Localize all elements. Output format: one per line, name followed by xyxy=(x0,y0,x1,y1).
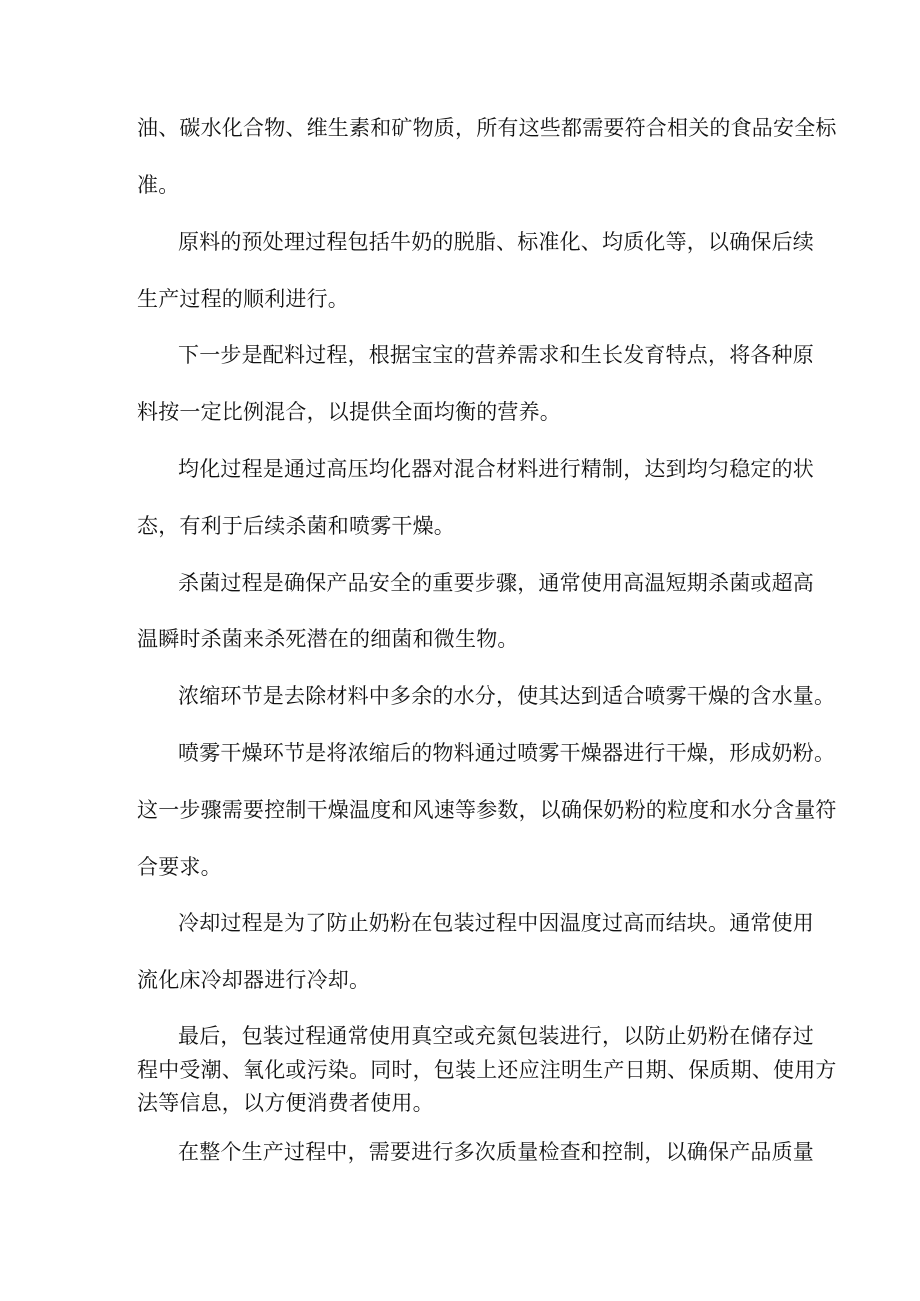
text-line: 油、碳水化合物、维生素和矿物质，所有这些都需要符合相关的食品安全标 xyxy=(137,116,837,140)
text-line: 流化床冷却器进行冷却。 xyxy=(137,968,371,992)
text-line: 生产过程的顺利进行。 xyxy=(137,287,349,311)
text-line: 合要求。 xyxy=(137,855,222,879)
text-line: 下一步是配料过程，根据宝宝的营养需求和生长发育特点，将各种原 xyxy=(178,343,814,367)
text-line: 程中受潮、氧化或污染。同时，包装上还应注明生产日期、保质期、使用方 xyxy=(137,1058,837,1082)
text-line: 这一步骤需要控制干燥温度和风速等参数，以确保奶粉的粒度和水分含量符 xyxy=(137,798,837,822)
text-line: 原料的预处理过程包括牛奶的脱脂、标准化、均质化等，以确保后续 xyxy=(178,230,814,254)
text-line: 最后，包装过程通常使用真空或充氮包装进行，以防止奶粉在储存过 xyxy=(178,1024,814,1048)
text-line: 法等信息，以方便消费者使用。 xyxy=(137,1091,434,1115)
text-line: 喷雾干燥环节是将浓缩后的物料通过喷雾干燥器进行干燥，形成奶粉。 xyxy=(178,741,836,765)
text-line: 料按一定比例混合，以提供全面均衡的营养。 xyxy=(137,400,561,424)
text-line: 态，有利于后续杀菌和喷雾干燥。 xyxy=(137,514,455,538)
text-line: 浓缩环节是去除材料中多余的水分，使其达到适合喷雾干燥的含水量。 xyxy=(178,684,836,708)
text-line: 杀菌过程是确保产品安全的重要步骤，通常使用高温短期杀菌或超高 xyxy=(178,571,814,595)
text-line: 均化过程是通过高压均化器对混合材料进行精制，达到均匀稳定的状 xyxy=(178,457,814,481)
text-line: 在整个生产过程中，需要进行多次质量检查和控制，以确保产品质量 xyxy=(178,1140,814,1164)
text-line: 温瞬时杀菌来杀死潜在的细菌和微生物。 xyxy=(137,627,519,651)
text-line: 准。 xyxy=(137,173,180,197)
text-line: 冷却过程是为了防止奶粉在包装过程中因温度过高而结块。通常使用 xyxy=(178,911,814,935)
